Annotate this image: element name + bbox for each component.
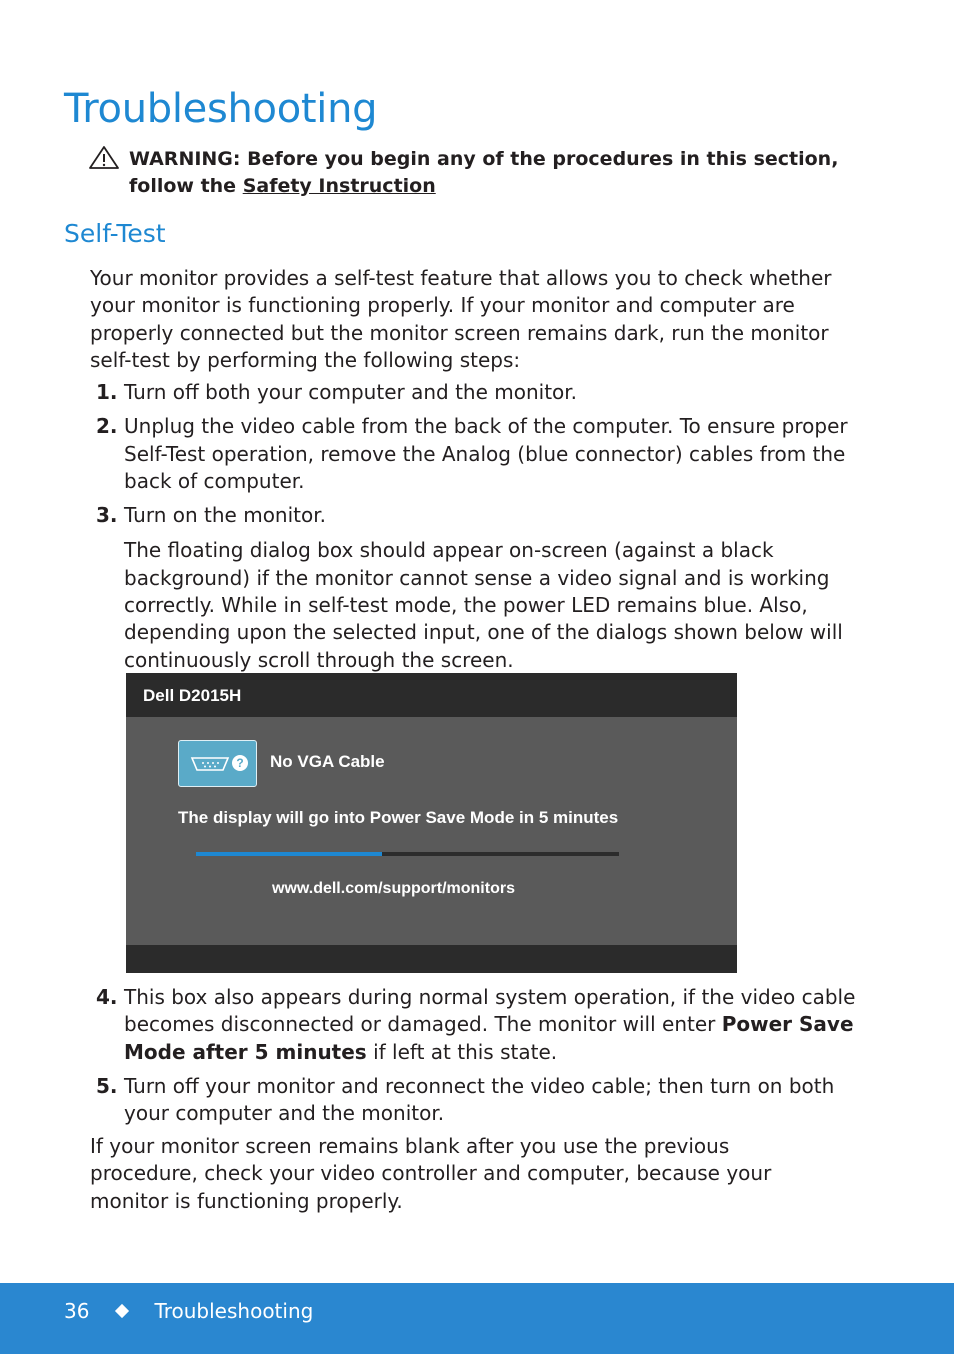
list-item [90,379,860,406]
page-title: Troubleshooting [64,86,378,132]
dialog-title: Dell D2015H [143,686,242,705]
list-item [90,984,860,1066]
safety-instruction-link[interactable]: Safety Instruction [242,175,436,197]
step-number: 4. [96,985,118,1009]
power-save-progress-bar [196,852,619,856]
section-title: Self-Test [64,219,166,248]
power-save-message: The display will go into Power Save Mode in 5 minutes [178,808,619,827]
warning-notice [88,146,848,200]
help-icon: ? [232,755,248,771]
step-text: Turn on the monitor. [124,503,326,528]
connector-status-icon-box [178,740,257,787]
step-text: This box also appears during normal system operation, if the video cable becomes disconnected or damaged. The monitor will enter Power Save Mode after 5 minutes if left at this state. [124,985,856,1064]
vga-connector-icon [188,753,232,775]
closing-paragraph: If your monitor screen remains blank after you use the previous procedure, check your video controller and computer, because your monitor is functioning properly. [90,1134,772,1213]
power-save-emphasis: Power Save Mode after 5 minutes [124,1012,854,1064]
list-item [90,1073,860,1128]
step-text: Turn off both your computer and the monitor. [124,380,578,404]
step-text: Unplug the video cable from the back of the computer. To ensure proper Self-Test operation, remove the Analog (blue connector) cables from the back of computer. [124,414,848,493]
intro-paragraph: Your monitor provides a self-test feature that allows you to check whether your monitor is functioning properly. If your monitor and computer are properly connected but the monitor screen remains dark, run the monitor self-test by performing the following steps: [90,266,832,372]
step-number: 5. [96,1073,118,1098]
steps-list-continued [90,984,860,1127]
list-item [90,413,860,495]
footer-chapter-label: Troubleshooting [154,1299,314,1323]
step-text: Turn off your monitor and reconnect the video cable; then turn on both your computer and the monitor. [124,1073,835,1126]
support-url: www.dell.com/support/monitors [272,880,515,897]
dialog-footer [126,945,737,973]
cable-status-label: No VGA Cable [270,752,385,771]
step-number: 2. [96,414,118,439]
dialog-header [126,673,737,717]
step-number: 1. [96,380,118,404]
warning-triangle-icon [88,146,120,170]
step-number: 3. [96,503,118,528]
self-test-dialog [126,673,737,973]
page-number: 36 [64,1299,90,1323]
warning-text: WARNING: Before you begin any of the procedures in this section, follow the Safety Instruction [129,148,839,197]
steps-list [90,379,860,674]
step-note: The floating dialog box should appear on-screen (against a black background) if the monitor cannot sense a video signal and is working correctly. While in self-test mode, the power LED remains blue. Also, depending upon the selected input, one of the dialogs shown below will continuously scroll through the screen. [124,538,843,672]
page-footer [0,1283,954,1354]
list-item [90,502,860,529]
diamond-separator-icon [115,1304,129,1318]
progress-fill [196,852,382,856]
